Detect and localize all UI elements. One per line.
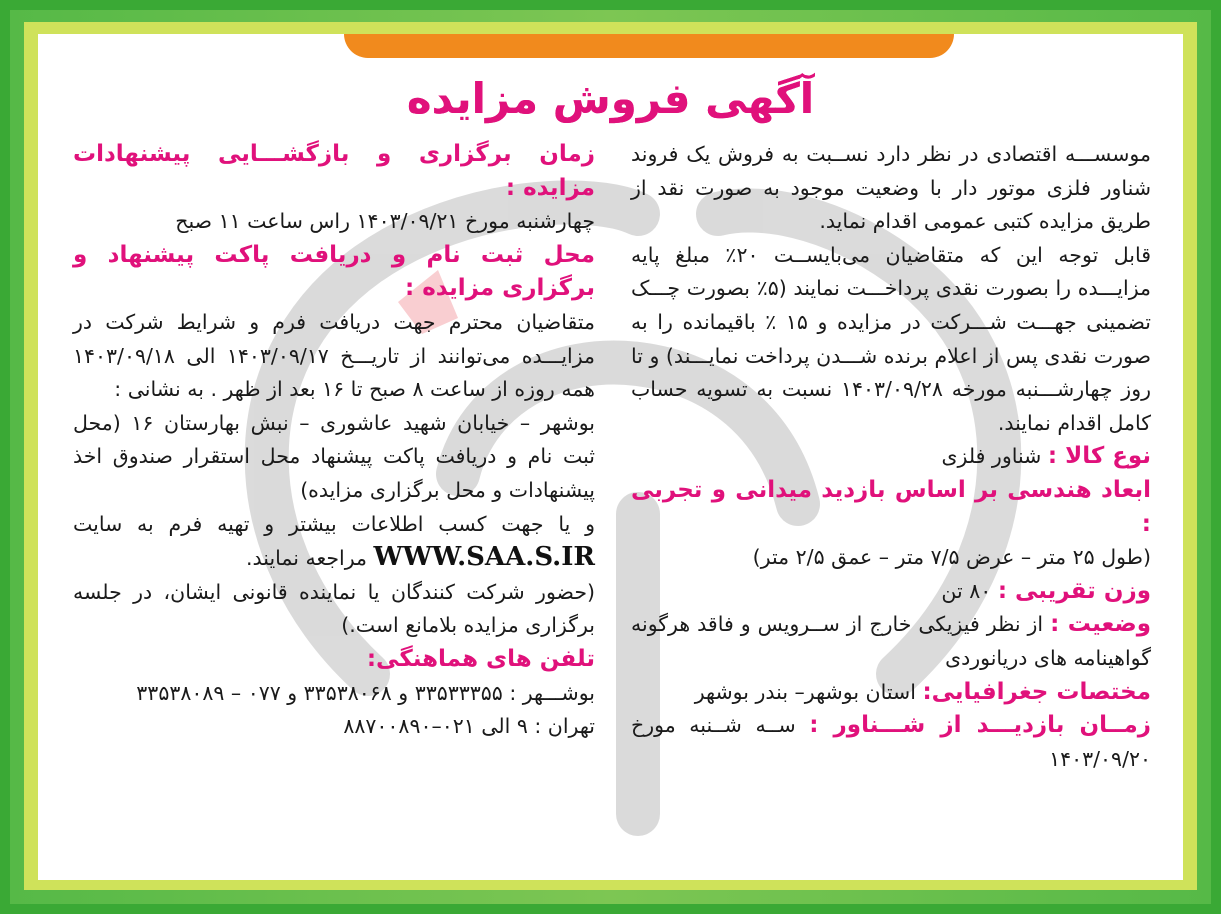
site-row: [73, 508, 595, 576]
phones-row: [73, 643, 595, 677]
visit-label: زمــان بازدیـــد از شـــناور :: [809, 712, 1151, 739]
phone-tehran: تهران : ۹ الی ۰۲۱–۸۸۷۰۰۸۹۰: [343, 714, 595, 739]
dimensions-value: (طول ۲۵ متر – عرض ۷/۵ متر – عمق ۲/۵ متر): [752, 545, 1151, 570]
left-column: [73, 138, 595, 744]
right-column: [631, 138, 1151, 776]
dimensions-row: [631, 474, 1151, 541]
item-row: [631, 440, 1151, 474]
weight-row: [631, 575, 1151, 609]
address-text: بوشهر – خیابان شهید عاشوری – نبش بهارستان ۱۶ (محل ثبت نام و دریافت پاکت پیشنهاد محل استقرار صندوق اخذ پیشنهادات و محل برگزاری مزایده): [73, 410, 595, 502]
website-link[interactable]: WWW.SAA.S.IR: [373, 542, 595, 573]
item-label: نوع کالا :: [1047, 443, 1151, 470]
geo-row: [631, 676, 1151, 710]
notice-paper: [38, 34, 1183, 880]
geo-label: مختصات جغرافیایی:: [922, 678, 1151, 705]
presence-note: (حضور شرکت کنندگان یا نماینده قانونی ایشان، در جلسه برگزاری مزایده بلامانع است.): [73, 579, 595, 638]
payment-note: قابل توجه این که متقاضیان می‌بایســت ۲۰٪ مبلغ پایه مزایـــده را بصورت نقدی پرداخـــت نمایند (۵٪ بصورت چـــک تضمینی جهـــت شـــرکت در مزایده و ۱۵ ٪ باقیمانده را به صورت نقدی پس از اعلام برنده شـــدن پرداخت نمایـــند) و تا روز چهارشـــنبه مورخه ۱۴۰۳/۰۹/۲۸ نسبت به تسویه حساب کامل اقدام نمایند.: [631, 242, 1152, 435]
time-value: چهارشنبه مورخ ۱۴۰۳/۰۹/۲۱ راس ساعت ۱۱ صبح: [175, 209, 595, 234]
place-text: متقاضیان محترم جهت دریافت فرم و شرایط شرکت در مزایـــده می‌توانند از تاریـــخ ۱۴۰۳/۰۹/۱۷ الی ۱۴۰۳/۰۹/۱۸ همه روزه از ساعت ۸ صبح تا ۱۶ بعد از ظهر . به نشانی :: [73, 309, 596, 402]
item-value: شناور فلزی: [941, 444, 1042, 469]
status-label: وضعیت :: [1050, 611, 1151, 638]
site-post: مراجعه نمایند.: [245, 546, 368, 571]
intro-paragraph: موسســـه اقتصادی در نظر دارد نســبت به فروش یک فروند شناور فلزی موتور دار با وضعیت موجود به صورت نقد از طریق مزایده کتبی عمومی اقدام نماید.: [631, 142, 1151, 234]
phone-bushehr: بوشـــهر : ۳۳۵۳۳۳۵۵ و ۳۳۵۳۸۰۶۸ و ۰۷۷ – ۳۳۵۳۸۰۸۹: [136, 680, 595, 705]
time-row: [73, 138, 595, 205]
site-pre: و یا جهت کسب اطلاعات بیشتر و تهیه فرم به سایت: [73, 511, 595, 536]
phones-label: تلفن های هماهنگی:: [366, 645, 595, 672]
notice-title: آگهی فروش مزایده: [406, 74, 815, 123]
status-value: از نظر فیزیکی خارج از ســرویس و فاقد هرگونه گواهینامه های دریانوردی: [631, 612, 1151, 670]
time-label: زمان برگزاری و بازگشـــایی پیشنهادات مزایده :: [73, 141, 595, 201]
dimensions-label: ابعاد هندسی بر اساس بازدید میدانی و تجربی :: [631, 476, 1151, 537]
status-row: [631, 608, 1151, 675]
visit-value: ســه شــنبه مورخ ۱۴۰۳/۰۹/۲۰: [631, 713, 1151, 771]
weight-label: وزن تقریبی :: [997, 577, 1151, 604]
place-label: محل ثبت نام و دریافت پاکت پیشنهاد و برگزاری مزایده :: [73, 241, 595, 302]
place-row: [73, 239, 595, 306]
visit-row: [631, 709, 1151, 776]
weight-value: ۸۰ تن: [941, 578, 992, 603]
geo-value: استان بوشهر– بندر بوشهر: [694, 679, 916, 704]
